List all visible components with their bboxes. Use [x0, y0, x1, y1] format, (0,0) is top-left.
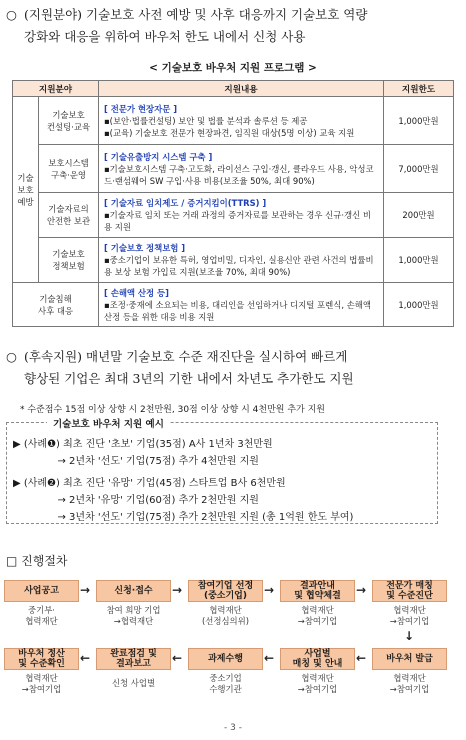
footnote: * 수준점수 15점 이상 상향 시 2천만원, 30점 이상 상향 시 4천만원 추가 지원: [20, 405, 325, 415]
example-line: → 3년차 '선도' 기업(75점) 추가 2천만원 지원 (총 1억원 한도 부여): [13, 512, 354, 523]
arrow-right-icon: →: [172, 583, 183, 597]
program-table: [12, 80, 454, 327]
example-line: ▶ (사례❶) 최초 진단 '초보' 기업(35점) A사 1년차 3천만원: [13, 439, 273, 450]
row-item: ▪조정·중재에 소요되는 비용, 대리인을 선임하거나 디지털 포렌식, 손해액 산정 등을 위한 대응 비용 지원: [104, 299, 371, 322]
step-desc: 협력재단 →참여기업: [389, 673, 430, 694]
step-desc: 중기부· 협력재단: [25, 605, 58, 626]
row-content: [99, 97, 384, 145]
row-title: [ 전문가 현장자문 ]: [104, 103, 178, 114]
row-subfield: 기술보호 정책보험: [39, 238, 99, 283]
row-title: [ 기술보호 정책보험 ]: [104, 243, 186, 253]
followup-line-2: 향상된 기업은 최대 3년의 기한 내에서 차년도 추가한도 지원: [24, 371, 354, 386]
row-title: [ 기술자료 임치제도 / 증거지킴이(TTRS) ]: [104, 198, 267, 208]
table-header-row: [13, 81, 454, 97]
followup-line-1: (후속지원) 매년말 기술보호 수준 재진단을 실시하여 빠르게: [24, 349, 348, 364]
step-announcement: 사업공고: [4, 580, 79, 602]
step-agreement: 결과안내 및 협약체결: [280, 580, 355, 602]
step-business-matching: 사업별 매칭 및 안내: [280, 648, 355, 670]
step-desc: 신청 사업별: [111, 678, 156, 688]
followup-paragraph: [6, 346, 462, 390]
arrow-left-icon: ←: [264, 651, 275, 665]
row-subfield: 보호시스템 구축·운영: [39, 145, 99, 193]
row-limit: 1,000만원: [384, 238, 454, 283]
step-selection: 참여기업 선정 (중소기업): [188, 580, 263, 602]
arrow-right-icon: →: [264, 583, 275, 597]
followup-bullet: ○: [6, 349, 17, 364]
header-content: 지원내용: [99, 81, 384, 97]
example-line: ▶ (사례❷) 최초 진단 '유망' 기업(45점) 스타트업 B사 6천만원: [13, 478, 286, 489]
process-title: □ 진행절차: [6, 554, 68, 568]
page-number: - 3 -: [224, 723, 242, 733]
step-project-execution: 과제수행: [188, 648, 263, 670]
row-limit: 7,000만원: [384, 145, 454, 193]
step-expert-matching: 전문가 매칭 및 수준진단: [372, 580, 447, 602]
arrow-right-icon: →: [356, 583, 367, 597]
row-content: [99, 193, 384, 238]
row-content: [99, 238, 384, 283]
group-label: 기술 보호 예방: [13, 97, 39, 283]
table-caption: < 기술보호 바우처 지원 프로그램 >: [149, 62, 317, 74]
row-title: [ 기술유출방지 시스템 구축 ]: [104, 151, 213, 162]
step-desc: 협력재단 →참여기업: [297, 605, 338, 626]
examples-box: [6, 419, 438, 524]
arrow-left-icon: ←: [172, 651, 183, 665]
example-line: → 2년차 '선도' 기업(75점) 추가 4천만원 지원: [13, 456, 259, 467]
row-item: ▪(교육) 기술보호 전문가 현장파견, 임직원 대상(5명 이상) 교육 지원: [104, 127, 355, 138]
row-limit: 1,000만원: [384, 97, 454, 145]
intro-bullet: ○: [6, 7, 17, 22]
arrow-right-icon: →: [80, 583, 91, 597]
row-content: [99, 283, 384, 327]
row-subfield: 기술자료의 안전한 보관: [39, 193, 99, 238]
row-subfield: 기술보호 컨설팅·교육: [39, 97, 99, 145]
row-title: [ 손해액 산정 등]: [104, 287, 169, 298]
row-limit: 200만원: [384, 193, 454, 238]
table-row: [13, 145, 454, 193]
table-row: [13, 283, 454, 327]
step-desc: 협력재단 →참여기업: [21, 673, 62, 694]
step-desc: 협력재단 →참여기업: [389, 605, 430, 626]
header-limit: 지원한도: [384, 81, 454, 97]
examples-title: 기술보호 바우처 지원 예시: [47, 416, 170, 430]
arrow-left-icon: ←: [80, 651, 91, 665]
intro-line-1: (지원분야) 기술보호 사전 예방 및 사후 대응까지 기술보호 역량: [24, 7, 368, 22]
row-item: ▪기술보호시스템 구축·고도화, 라이선스 구입·갱신, 클라우드 사용, 악성코드·랜섬웨어 SW 구입·사용 비용(보조율 50%, 최대 90%): [104, 163, 374, 186]
row-item: ▪중소기업이 보유한 특허, 영업비밀, 디자인, 실용신안 관련 사건의 법률비용 보상 보험 가입료 지원(보조율 70%, 최대 90%): [104, 255, 374, 277]
step-desc: 협력재단 →참여기업: [297, 673, 338, 694]
row-item: ▪(보안·법률컨설팅) 보안 및 법률 분석과 솔루션 등 제공: [104, 115, 308, 126]
step-application: 신청·접수: [96, 580, 171, 602]
arrow-left-icon: ←: [356, 651, 367, 665]
example-line: → 2년차 '유망' 기업(60점) 추가 2천만원 지원: [13, 495, 259, 506]
step-settlement: 바우처 정산 및 수준확인: [4, 648, 79, 670]
step-desc: 참여 희망 기업 →협력재단: [106, 605, 161, 626]
intro-line-2: 강화와 대응을 위하여 바우처 한도 내에서 신청 사용: [24, 29, 306, 44]
row-limit: 1,000만원: [384, 283, 454, 327]
row-subfield: 기술침해 사후 대응: [13, 283, 99, 327]
step-completion-report: 완료점검 및 결과보고: [96, 648, 171, 670]
table-row: [13, 193, 454, 238]
step-voucher-issuance: 바우처 발급: [372, 648, 447, 670]
step-desc: 중소기업 수행기관: [209, 673, 242, 694]
table-row: [13, 238, 454, 283]
arrow-down-icon: ↓: [404, 629, 415, 643]
header-field: 지원분야: [13, 81, 99, 97]
row-content: [99, 145, 384, 193]
intro-paragraph: [6, 4, 462, 48]
row-item: ▪기술자료 임치 또는 거래 과정의 증거자료를 보관하는 경우 신규·갱신 비용 지원: [104, 210, 371, 232]
table-row: [13, 97, 454, 145]
step-desc: 협력재단 (선정심의위): [202, 605, 249, 626]
